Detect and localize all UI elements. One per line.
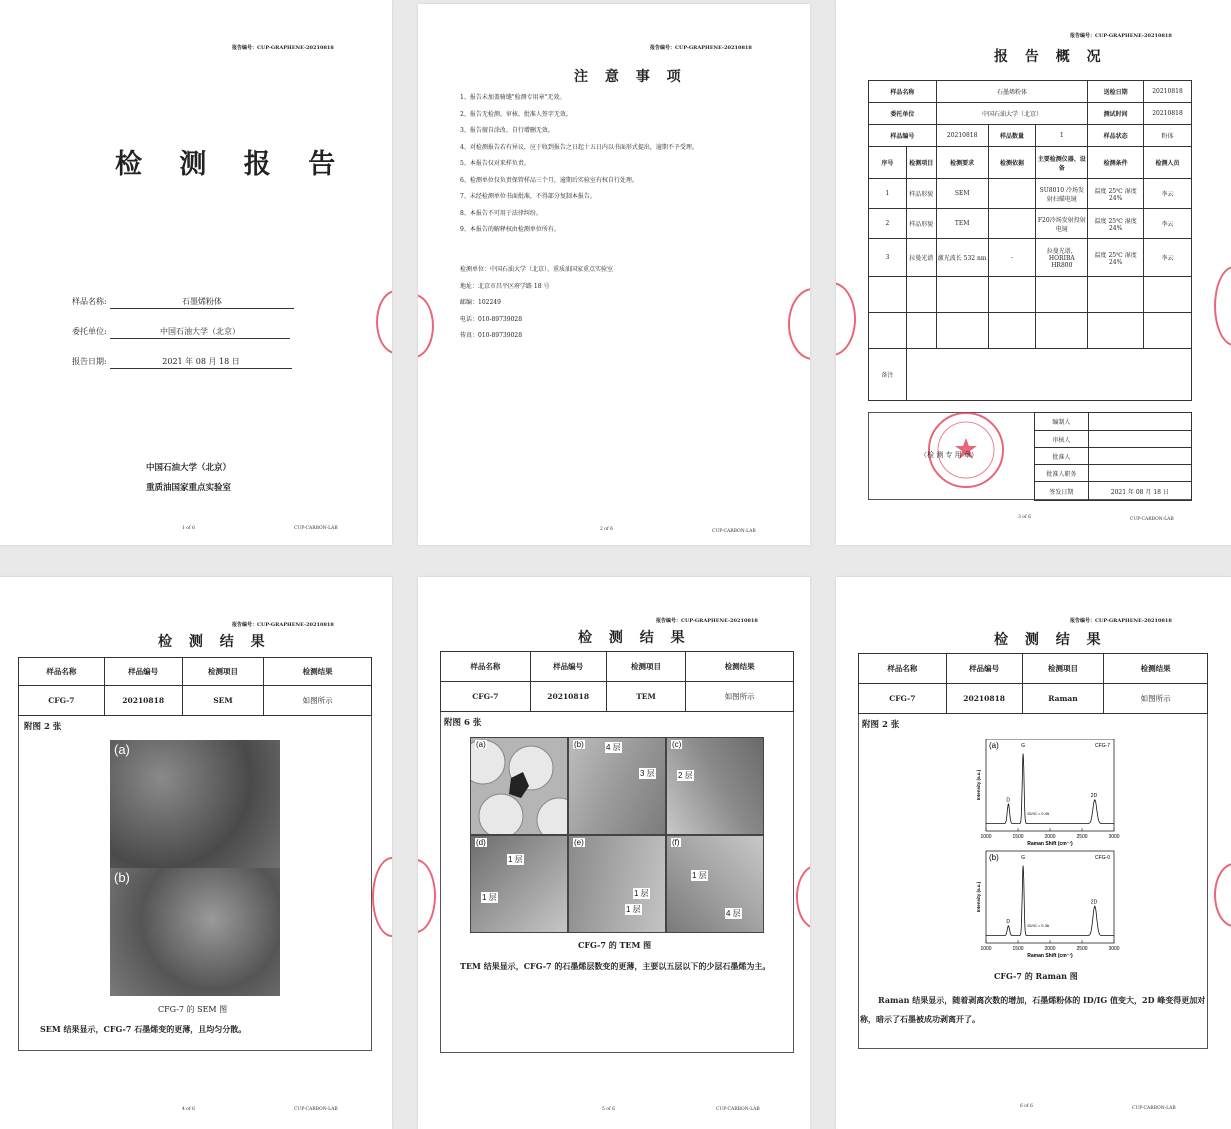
notice-item: 6、检测单位仅负责保管样品三个月，逾期后实验室有权自行处理。 — [460, 176, 638, 184]
header-cell: 样品编号 — [104, 658, 182, 686]
seam-stamp-icon — [1214, 266, 1231, 346]
org-line-1: 中国石油大学（北京） — [146, 463, 232, 473]
y-axis-label: Intensity (a.u.) — [976, 769, 981, 801]
plot-frame — [986, 739, 1114, 831]
client-label: 委托单位: — [72, 327, 107, 336]
results-table — [18, 657, 372, 716]
signature-table — [1034, 412, 1192, 501]
cell: 温度 25℃ 湿度 24% — [1088, 179, 1144, 209]
result-description: SEM 结果显示，CFG-7 石墨烯变的更薄，且均匀分散。 — [40, 1024, 247, 1034]
x-tick-label: 2000 — [1044, 834, 1056, 840]
cell: SEM — [936, 179, 988, 209]
header-cell: 检测结果 — [686, 652, 794, 682]
sample-label: CFG-0 — [1095, 855, 1110, 861]
panel-label: (d) — [476, 838, 486, 847]
report-number: 报告编号：CUP-GRAPHENE-20210818 — [1070, 33, 1172, 39]
cell: 石墨烯粉体 — [936, 81, 1088, 103]
cell: 1 — [1036, 125, 1088, 147]
report-page-tem — [418, 577, 810, 1129]
report-page-sem — [0, 577, 392, 1129]
cell: 激光波长 532 nm — [936, 239, 988, 277]
x-tick-label: 2000 — [1044, 946, 1056, 952]
x-tick-label: 1000 — [980, 834, 992, 840]
cell: 温度 25℃ 湿度 24% — [1088, 239, 1144, 277]
cell: 20210818 — [1144, 81, 1192, 103]
header-cell: 检测项目 — [1022, 654, 1104, 684]
report-number: 报告编号：CUP-GRAPHENE-20210818 — [656, 618, 758, 624]
sample-label: CFG-7 — [1095, 743, 1110, 749]
report-date-value: 2021 年 08 月 18 日 — [110, 356, 292, 369]
attachment-count: 附图 6 张 — [444, 718, 482, 728]
notice-item: 9、本报告的解释权由检测单位所有。 — [460, 226, 560, 233]
cell: 李云 — [1144, 239, 1192, 277]
report-number: 报告编号：CUP-GRAPHENE-20210818 — [232, 45, 334, 51]
layer-annotation: 1 层 — [626, 905, 641, 914]
cell: 20210818 — [1144, 103, 1192, 125]
plot-frame — [986, 851, 1114, 943]
x-axis-label: Raman Shift (cm⁻¹) — [1027, 953, 1073, 959]
cell: 送检日期 — [1088, 81, 1144, 103]
header-cell: 检测结果 — [1104, 654, 1208, 684]
cell: Raman — [1022, 684, 1104, 714]
cell: 李云 — [1144, 179, 1192, 209]
cell: 20210818 — [936, 125, 988, 147]
cell: 样品形貌 — [906, 209, 936, 239]
cell: TEM — [936, 209, 988, 239]
spectrum-line-0 — [986, 754, 1114, 824]
cell: 样品状态 — [1088, 125, 1144, 147]
figure-caption: CFG-7 的 SEM 图 — [158, 1005, 228, 1014]
notice-item: 4、对检测报告若有异议，应于收到报告之日起十五日内以书面形式提出，逾期不予受理。 — [460, 143, 698, 151]
cell: 样品形貌 — [906, 179, 936, 209]
panel-label: (a) — [989, 741, 999, 750]
panel-label: (b) — [114, 870, 130, 885]
tem-image-c — [666, 737, 764, 835]
cell: 2021 年 08 月 18 日 — [1088, 482, 1191, 501]
notice-title: 注 意 事 项 — [574, 69, 687, 85]
layer-annotation: 2 层 — [678, 771, 693, 780]
seam-stamp-icon — [418, 859, 436, 933]
cell: 批准人 — [1035, 448, 1089, 465]
cell: 粉体 — [1144, 125, 1192, 147]
header-cell: 检测项目 — [182, 658, 264, 686]
client-value: 中国石油大学（北京） — [110, 326, 290, 339]
sem-image-b — [110, 868, 280, 996]
notice-item: 8、本报告不可用于法律纠纷。 — [460, 209, 542, 217]
panel-label: (a) — [476, 740, 486, 749]
cell: 样品数量 — [988, 125, 1036, 147]
seam-stamp-icon — [788, 288, 810, 360]
tem-image-f — [666, 835, 764, 933]
x-tick-label: 2500 — [1076, 946, 1088, 952]
x-tick-label: 3000 — [1108, 834, 1120, 840]
footer-lab: CUP-CARBON-LAB — [294, 1107, 338, 1112]
seam-stamp-icon — [376, 290, 392, 354]
report-page-notice — [418, 4, 810, 545]
cell: CFG-7 — [441, 682, 531, 712]
header-cell: 检测结果 — [264, 658, 372, 686]
header-cell: 样品编号 — [530, 652, 606, 682]
tem-image-b — [568, 737, 666, 835]
notice-item: 2、报告无检测、审核、批准人签字无效。 — [460, 110, 572, 118]
summary-table — [868, 80, 1192, 401]
report-page-summary — [836, 0, 1231, 545]
layer-annotation: 1 层 — [482, 893, 497, 902]
results-title: 检 测 结 果 — [994, 632, 1107, 648]
tem-image-a — [470, 737, 568, 835]
header-cell: 样品名称 — [441, 652, 531, 682]
cell: 20210818 — [104, 686, 182, 716]
header-cell: 样品名称 — [19, 658, 105, 686]
panel-label: (e) — [574, 838, 584, 847]
cell: SEM — [182, 686, 264, 716]
header-cell: 序号 — [869, 147, 907, 179]
seam-stamp-icon — [372, 857, 392, 937]
result-description: TEM 结果显示，CFG-7 的石墨烯层数变的更薄，主要以五层以下的少层石墨烯为主。 — [460, 961, 771, 971]
cell: 拉曼光谱 — [906, 239, 936, 277]
contact-line: 邮编：102249 — [460, 299, 501, 306]
cell: 签发日期 — [1035, 482, 1089, 501]
report-number: 报告编号：CUP-GRAPHENE-20210818 — [232, 622, 334, 628]
peak-label-2d: 2D — [1090, 793, 1098, 800]
cell: 如图所示 — [686, 682, 794, 712]
cell: 拉曼光谱，HORIBA HR800 — [1036, 239, 1088, 277]
footer-lab: CUP-CARBON-LAB — [294, 526, 338, 531]
header-cell: 样品编号 — [946, 654, 1022, 684]
header-cell: 检测条件 — [1088, 147, 1144, 179]
cell: 20210818 — [530, 682, 606, 712]
header-cell: 检测要求 — [936, 147, 988, 179]
seal-label: （检 测 专 用 章） — [920, 451, 978, 459]
cell: F20冷场发射投射电镜 — [1036, 209, 1088, 239]
notice-item: 5、本报告仅对来样负责。 — [460, 160, 530, 167]
panel-label: (b) — [574, 740, 584, 749]
tem-image-d — [470, 835, 568, 933]
notice-item: 3、报告擅自涂改、自行增删无效。 — [460, 127, 554, 134]
cell: 中国石油大学（北京） — [936, 103, 1088, 125]
header-cell: 检测依据 — [988, 147, 1036, 179]
page-number: 1 of 6 — [182, 526, 195, 531]
header-cell: 检测项目 — [606, 652, 686, 682]
x-tick-label: 1000 — [980, 946, 992, 952]
peak-label-g: G — [1021, 855, 1026, 861]
peak-label-g: G — [1021, 743, 1026, 749]
figure-caption: CFG-7 的 Raman 图 — [994, 971, 1078, 981]
cell — [988, 179, 1036, 209]
cell: 3 — [869, 239, 907, 277]
ratio-label: ID/IG = 0.45 — [1027, 811, 1050, 816]
cell: 李云 — [1144, 209, 1192, 239]
footer-lab: CUP-CARBON-LAB — [712, 529, 756, 534]
x-tick-label: 1500 — [1012, 834, 1024, 840]
results-table — [858, 653, 1208, 714]
results-title: 检 测 结 果 — [578, 630, 691, 646]
contact-line: 电话：010-89739028 — [460, 315, 523, 323]
page-number: 5 of 6 — [602, 1107, 615, 1112]
cell: CFG-7 — [859, 684, 947, 714]
figure-caption: CFG-7 的 TEM 图 — [578, 940, 652, 950]
notice-item: 7、未经检测单位书面批准，不得部分复制本报告。 — [460, 193, 596, 200]
tem-image-e — [568, 835, 666, 933]
contact-line: 检测单位：中国石油大学（北京）、重质油国家重点实验室 — [460, 266, 614, 273]
header-cell: 检测人员 — [1144, 147, 1192, 179]
contact-line: 传真：010-89739028 — [460, 332, 523, 339]
page-number: 6 of 6 — [1020, 1104, 1033, 1109]
report-date-label: 报告日期: — [72, 357, 107, 366]
raman-spectra-figure — [962, 739, 1122, 969]
cell: 2 — [869, 209, 907, 239]
results-table — [440, 651, 794, 712]
results-title: 检 测 结 果 — [158, 634, 271, 650]
cell: - — [988, 239, 1036, 277]
peak-label-d: D — [1006, 919, 1011, 926]
result-description: Raman 结果显示，随着剥离次数的增加，石墨烯粉体的 ID/IG 值变大，2D 峰变得更加对称，暗示了石墨被成功剥离开了。 — [860, 995, 1206, 1024]
report-number: 报告编号：CUP-GRAPHENE-20210818 — [650, 45, 752, 51]
cell: CFG-7 — [19, 686, 105, 716]
layer-annotation: 4 层 — [606, 743, 621, 752]
summary-title: 报 告 概 况 — [994, 49, 1107, 65]
layer-annotation: 4 层 — [726, 909, 741, 918]
seam-stamp-icon — [1214, 863, 1231, 927]
cover-title: 检 测 报 告 — [115, 149, 350, 180]
cell: 如图所示 — [1104, 684, 1208, 714]
seam-stamp-icon — [836, 282, 856, 356]
cell: 审核人 — [1035, 431, 1089, 448]
attachment-count: 附图 2 张 — [862, 720, 900, 730]
peak-label-d: D — [1006, 797, 1011, 804]
panel-label: (f) — [672, 838, 680, 847]
x-axis-label: Raman Shift (cm⁻¹) — [1027, 841, 1073, 847]
remark-cell: 备注 — [869, 349, 907, 401]
cell: 1 — [869, 179, 907, 209]
footer-lab: CUP-CARBON-LAB — [716, 1107, 760, 1112]
attachment-count: 附图 2 张 — [24, 722, 62, 732]
header-cell: 主要检测仪器、设备 — [1036, 147, 1088, 179]
cell: 批准人职务 — [1035, 465, 1089, 482]
cell: 样品名称 — [869, 81, 937, 103]
cell: 20210818 — [946, 684, 1022, 714]
sample-name-label: 样品名称: — [72, 297, 107, 306]
panel-label: (b) — [989, 853, 999, 862]
report-page-raman — [836, 577, 1231, 1129]
cell: 样品编号 — [869, 125, 937, 147]
footer-lab: CUP-CARBON-LAB — [1132, 1106, 1176, 1111]
page-number: 2 of 6 — [600, 527, 613, 532]
page-number: 4 of 6 — [182, 1107, 195, 1112]
cell: SU8010 冷场发射扫描电镜 — [1036, 179, 1088, 209]
x-tick-label: 2500 — [1076, 834, 1088, 840]
cell: 如图所示 — [264, 686, 372, 716]
y-axis-label: Intensity (a.u.) — [976, 881, 981, 913]
contact-line: 地址：北京市昌平区府学路 18 号 — [460, 282, 550, 290]
sample-name-value: 石墨烯粉体 — [110, 296, 294, 309]
header-cell: 检测项目 — [906, 147, 936, 179]
notice-item: 1、报告未加盖骑缝"检测专用章"无效。 — [460, 94, 566, 101]
x-tick-label: 1500 — [1012, 946, 1024, 952]
layer-annotation: 1 层 — [692, 871, 707, 880]
ratio-label: ID/IG = 0.36 — [1027, 923, 1050, 928]
cell: TEM — [606, 682, 686, 712]
page-number: 3 of 6 — [1018, 515, 1031, 520]
layer-annotation: 1 层 — [508, 855, 523, 864]
header-cell: 样品名称 — [859, 654, 947, 684]
peak-label-2d: 2D — [1090, 899, 1098, 906]
footer-lab: CUP-CARBON-LAB — [1130, 517, 1174, 522]
report-number: 报告编号：CUP-GRAPHENE-20210818 — [1070, 618, 1172, 624]
panel-label: (a) — [114, 742, 130, 757]
cell: 测试时间 — [1088, 103, 1144, 125]
layer-annotation: 3 层 — [640, 769, 655, 778]
seam-stamp-icon — [418, 294, 434, 358]
cell: 温度 25℃ 湿度 24% — [1088, 209, 1144, 239]
cell: 编制人 — [1035, 413, 1089, 431]
sem-image-a — [110, 740, 280, 868]
cell: 委托单位 — [869, 103, 937, 125]
seam-stamp-icon — [796, 865, 810, 929]
cell — [988, 209, 1036, 239]
org-line-2: 重质油国家重点实验室 — [146, 483, 232, 493]
report-page-cover — [0, 0, 392, 545]
panel-label: (c) — [672, 740, 682, 749]
layer-annotation: 1 层 — [634, 889, 649, 898]
x-tick-label: 3000 — [1108, 946, 1120, 952]
